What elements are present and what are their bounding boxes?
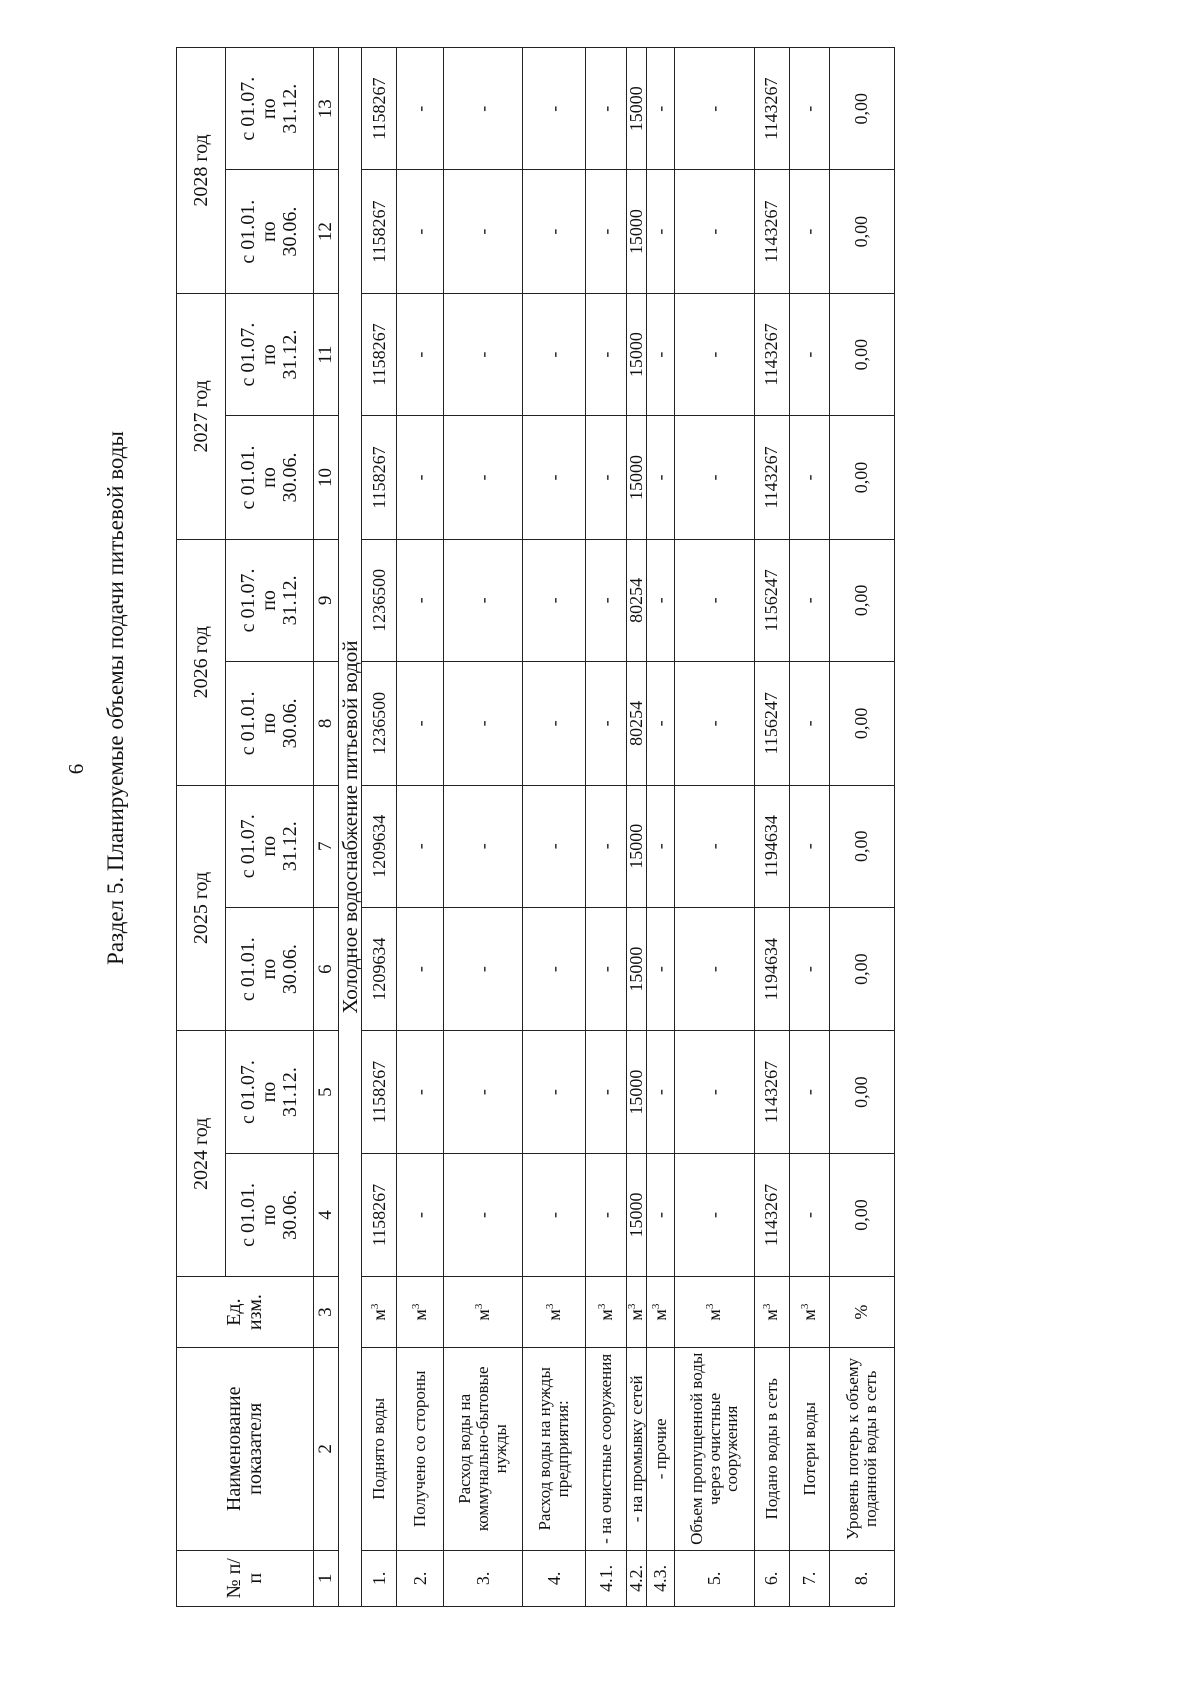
value-cell: 0,00 bbox=[829, 785, 894, 907]
header-period-first-half: с 01.01. по 30.06. bbox=[226, 662, 314, 786]
unit-superscript: 3 bbox=[409, 1303, 422, 1310]
value-cell: - bbox=[444, 1031, 523, 1153]
value-cell: - bbox=[397, 785, 444, 907]
value-cell: - bbox=[586, 785, 627, 907]
header-unit: Ед. изм. bbox=[177, 1277, 314, 1348]
value-cell: - bbox=[444, 539, 523, 661]
row-number: 1. bbox=[362, 1550, 397, 1606]
value-cell: 15000 bbox=[627, 907, 647, 1031]
indicator-name: Получено со стороны bbox=[397, 1347, 444, 1550]
indicator-name: - на очистные сооружения bbox=[586, 1347, 627, 1550]
value-cell: 1156247 bbox=[754, 539, 789, 661]
row-number: 8. bbox=[829, 1550, 894, 1606]
column-number: 13 bbox=[314, 48, 339, 170]
value-cell: 1156247 bbox=[754, 662, 789, 786]
header-period-first-half: с 01.01. по 30.06. bbox=[226, 907, 314, 1031]
value-cell: - bbox=[646, 416, 674, 540]
value-cell: 80254 bbox=[627, 539, 647, 661]
value-cell: - bbox=[789, 48, 829, 170]
value-cell: 0,00 bbox=[829, 170, 894, 294]
value-cell: - bbox=[523, 785, 586, 907]
unit-cell bbox=[444, 1277, 523, 1348]
value-cell: - bbox=[586, 539, 627, 661]
value-cell: - bbox=[646, 293, 674, 415]
header-period-second-half: с 01.07. по 31.12. bbox=[226, 539, 314, 661]
value-cell: - bbox=[586, 662, 627, 786]
value-cell: - bbox=[586, 416, 627, 540]
unit-cell bbox=[674, 1277, 754, 1348]
value-cell: 1158267 bbox=[362, 48, 397, 170]
header-name: Наименование показателя bbox=[177, 1347, 314, 1550]
value-cell: - bbox=[646, 48, 674, 170]
value-cell: - bbox=[674, 416, 754, 540]
value-cell: 0,00 bbox=[829, 1031, 894, 1153]
column-number: 1 bbox=[314, 1550, 339, 1606]
value-cell: 15000 bbox=[627, 293, 647, 415]
unit-base: м bbox=[543, 1309, 564, 1321]
table-row bbox=[397, 48, 444, 1607]
unit-superscript: 3 bbox=[595, 1303, 608, 1310]
table-row bbox=[627, 48, 647, 1607]
header-period-second-half: с 01.07. по 31.12. bbox=[226, 48, 314, 170]
section-title: Раздел 5. Планируемые объемы подачи питьевой воды bbox=[103, 431, 128, 965]
value-cell: 0,00 bbox=[829, 539, 894, 661]
column-number: 8 bbox=[314, 662, 339, 786]
value-cell: - bbox=[444, 170, 523, 294]
unit-cell bbox=[362, 1277, 397, 1348]
column-number: 9 bbox=[314, 539, 339, 661]
table-row bbox=[362, 48, 397, 1607]
value-cell: - bbox=[789, 170, 829, 294]
value-cell: - bbox=[646, 539, 674, 661]
unit-cell bbox=[646, 1277, 674, 1348]
value-cell: - bbox=[397, 416, 444, 540]
unit-superscript: 3 bbox=[703, 1303, 716, 1310]
unit-cell bbox=[789, 1277, 829, 1348]
unit-base: м bbox=[595, 1309, 616, 1321]
value-cell: - bbox=[444, 293, 523, 415]
header-period-second-half: с 01.07. по 31.12. bbox=[226, 785, 314, 907]
water-supply-table bbox=[176, 47, 895, 1607]
value-cell: - bbox=[523, 1153, 586, 1277]
unit-superscript: 3 bbox=[626, 1303, 639, 1310]
section-label: Холодное водоснабжение питьевой водой bbox=[339, 48, 362, 1607]
header-row-column-numbers bbox=[314, 48, 339, 1607]
value-cell: 1143267 bbox=[754, 416, 789, 540]
header-year: 2026 год bbox=[177, 539, 226, 785]
value-cell: - bbox=[586, 1153, 627, 1277]
value-cell: 1209634 bbox=[362, 785, 397, 907]
table-body bbox=[362, 48, 895, 1607]
unit-superscript: 3 bbox=[543, 1303, 556, 1310]
indicator-name: Расход воды на коммунально-бытовые нужды bbox=[444, 1347, 523, 1550]
header-period-first-half: с 01.01. по 30.06. bbox=[226, 1153, 314, 1277]
unit-superscript: 3 bbox=[798, 1303, 811, 1310]
value-cell: - bbox=[523, 48, 586, 170]
unit-base: м bbox=[472, 1309, 493, 1321]
value-cell: - bbox=[646, 662, 674, 786]
row-number: 4.1. bbox=[586, 1550, 627, 1606]
value-cell: 15000 bbox=[627, 170, 647, 294]
value-cell: - bbox=[523, 539, 586, 661]
value-cell: 80254 bbox=[627, 662, 647, 786]
unit-base: м bbox=[409, 1309, 430, 1321]
column-number: 4 bbox=[314, 1153, 339, 1277]
header-row-years bbox=[177, 48, 226, 1607]
value-cell: - bbox=[646, 785, 674, 907]
value-cell: - bbox=[674, 785, 754, 907]
rotated-table-container bbox=[176, 47, 1200, 1607]
indicator-name: Расход воды на нужды предприятия: bbox=[523, 1347, 586, 1550]
value-cell: 1158267 bbox=[362, 293, 397, 415]
value-cell: - bbox=[523, 170, 586, 294]
value-cell: - bbox=[674, 48, 754, 170]
value-cell: - bbox=[397, 293, 444, 415]
value-cell: - bbox=[586, 48, 627, 170]
unit-cell bbox=[754, 1277, 789, 1348]
value-cell: - bbox=[523, 416, 586, 540]
table-row bbox=[444, 48, 523, 1607]
indicator-name: Потери воды bbox=[789, 1347, 829, 1550]
value-cell: - bbox=[789, 539, 829, 661]
value-cell: 15000 bbox=[627, 785, 647, 907]
value-cell: 1236500 bbox=[362, 539, 397, 661]
indicator-name: - на промывку сетей bbox=[627, 1347, 647, 1550]
value-cell: - bbox=[444, 48, 523, 170]
value-cell: 0,00 bbox=[829, 907, 894, 1031]
value-cell: - bbox=[789, 293, 829, 415]
unit-cell bbox=[829, 1277, 894, 1348]
value-cell: - bbox=[789, 416, 829, 540]
value-cell: - bbox=[646, 1153, 674, 1277]
unit-base: м bbox=[703, 1309, 724, 1321]
column-number: 7 bbox=[314, 785, 339, 907]
value-cell: 1143267 bbox=[754, 170, 789, 294]
value-cell: - bbox=[444, 907, 523, 1031]
value-cell: - bbox=[397, 662, 444, 786]
value-cell: - bbox=[444, 785, 523, 907]
value-cell: - bbox=[397, 539, 444, 661]
table-row bbox=[754, 48, 789, 1607]
value-cell: - bbox=[789, 1031, 829, 1153]
column-number: 10 bbox=[314, 416, 339, 540]
unit-base: м bbox=[649, 1309, 670, 1321]
value-cell: - bbox=[397, 48, 444, 170]
value-cell: 1143267 bbox=[754, 48, 789, 170]
value-cell: - bbox=[789, 785, 829, 907]
row-number: 6. bbox=[754, 1550, 789, 1606]
header-period-second-half: с 01.07. по 31.12. bbox=[226, 1031, 314, 1153]
table-row bbox=[523, 48, 586, 1607]
row-number: 4.3. bbox=[646, 1550, 674, 1606]
value-cell: 0,00 bbox=[829, 662, 894, 786]
row-number: 7. bbox=[789, 1550, 829, 1606]
header-year: 2024 год bbox=[177, 1031, 226, 1277]
value-cell: 1209634 bbox=[362, 907, 397, 1031]
value-cell: - bbox=[789, 1153, 829, 1277]
value-cell: - bbox=[674, 293, 754, 415]
unit-superscript: 3 bbox=[649, 1303, 662, 1310]
value-cell: - bbox=[646, 170, 674, 294]
row-number: 4.2. bbox=[627, 1550, 647, 1606]
header-period-second-half: с 01.07. по 31.12. bbox=[226, 293, 314, 415]
column-number: 3 bbox=[314, 1277, 339, 1348]
column-number: 5 bbox=[314, 1031, 339, 1153]
value-cell: - bbox=[397, 1031, 444, 1153]
section-row bbox=[339, 48, 362, 1607]
value-cell: 0,00 bbox=[829, 293, 894, 415]
header-period-first-half: с 01.01. по 30.06. bbox=[226, 416, 314, 540]
value-cell: - bbox=[674, 907, 754, 1031]
value-cell: 1143267 bbox=[754, 293, 789, 415]
value-cell: - bbox=[789, 662, 829, 786]
unit-cell bbox=[523, 1277, 586, 1348]
value-cell: 1143267 bbox=[754, 1153, 789, 1277]
value-cell: 1236500 bbox=[362, 662, 397, 786]
value-cell: - bbox=[397, 1153, 444, 1277]
unit-cell bbox=[627, 1277, 647, 1348]
value-cell: 1158267 bbox=[362, 416, 397, 540]
table-row bbox=[674, 48, 754, 1607]
value-cell: - bbox=[586, 293, 627, 415]
value-cell: - bbox=[523, 1031, 586, 1153]
value-cell: - bbox=[523, 293, 586, 415]
value-cell: - bbox=[397, 907, 444, 1031]
value-cell: - bbox=[444, 416, 523, 540]
unit-superscript: 3 bbox=[368, 1303, 381, 1310]
value-cell: 15000 bbox=[627, 48, 647, 170]
unit-superscript: 3 bbox=[472, 1303, 485, 1310]
unit-cell bbox=[397, 1277, 444, 1348]
page-number: 6 bbox=[64, 763, 88, 775]
row-number: 2. bbox=[397, 1550, 444, 1606]
value-cell: - bbox=[444, 1153, 523, 1277]
indicator-name: Объем пропущенной воды через очистные сооружения bbox=[674, 1347, 754, 1550]
value-cell: - bbox=[586, 1031, 627, 1153]
value-cell: 0,00 bbox=[829, 416, 894, 540]
value-cell: 1158267 bbox=[362, 1153, 397, 1277]
value-cell: - bbox=[523, 907, 586, 1031]
value-cell: - bbox=[586, 907, 627, 1031]
value-cell: - bbox=[397, 170, 444, 294]
column-number: 2 bbox=[314, 1347, 339, 1550]
header-year: 2028 год bbox=[177, 48, 226, 294]
unit-superscript: 3 bbox=[761, 1303, 774, 1310]
unit-base: м bbox=[761, 1309, 782, 1321]
value-cell: 1194634 bbox=[754, 785, 789, 907]
value-cell: - bbox=[646, 1031, 674, 1153]
column-number: 6 bbox=[314, 907, 339, 1031]
row-number: 5. bbox=[674, 1550, 754, 1606]
row-number: 3. bbox=[444, 1550, 523, 1606]
value-cell: 15000 bbox=[627, 1031, 647, 1153]
value-cell: - bbox=[674, 539, 754, 661]
indicator-name: Поднято воды bbox=[362, 1347, 397, 1550]
value-cell: 1158267 bbox=[362, 170, 397, 294]
table-row bbox=[829, 48, 894, 1607]
header-period-first-half: с 01.01. по 30.06. bbox=[226, 170, 314, 294]
value-cell: 15000 bbox=[627, 1153, 647, 1277]
value-cell: 1194634 bbox=[754, 907, 789, 1031]
value-cell: 0,00 bbox=[829, 48, 894, 170]
indicator-name: - прочие bbox=[646, 1347, 674, 1550]
value-cell: - bbox=[444, 662, 523, 786]
value-cell: - bbox=[674, 1153, 754, 1277]
value-cell: - bbox=[674, 662, 754, 786]
indicator-name: Подано воды в сеть bbox=[754, 1347, 789, 1550]
table-row bbox=[646, 48, 674, 1607]
value-cell: - bbox=[674, 1031, 754, 1153]
value-cell: - bbox=[646, 907, 674, 1031]
value-cell: - bbox=[523, 662, 586, 786]
unit-base: м bbox=[368, 1309, 389, 1321]
row-number: 4. bbox=[523, 1550, 586, 1606]
value-cell: - bbox=[674, 170, 754, 294]
unit-base: % bbox=[851, 1304, 872, 1320]
table-row bbox=[586, 48, 627, 1607]
table-row bbox=[789, 48, 829, 1607]
value-cell: 15000 bbox=[627, 416, 647, 540]
header-year: 2025 год bbox=[177, 785, 226, 1031]
unit-base: м bbox=[798, 1309, 819, 1321]
column-number: 11 bbox=[314, 293, 339, 415]
value-cell: 1158267 bbox=[362, 1031, 397, 1153]
header-num: № п/п bbox=[177, 1550, 314, 1606]
column-number: 12 bbox=[314, 170, 339, 294]
value-cell: 0,00 bbox=[829, 1153, 894, 1277]
unit-cell bbox=[586, 1277, 627, 1348]
value-cell: - bbox=[789, 907, 829, 1031]
unit-base: м bbox=[626, 1309, 647, 1321]
value-cell: - bbox=[586, 170, 627, 294]
header-year: 2027 год bbox=[177, 293, 226, 539]
indicator-name: Уровень потерь к объему поданной воды в сеть bbox=[829, 1347, 894, 1550]
value-cell: 1143267 bbox=[754, 1031, 789, 1153]
